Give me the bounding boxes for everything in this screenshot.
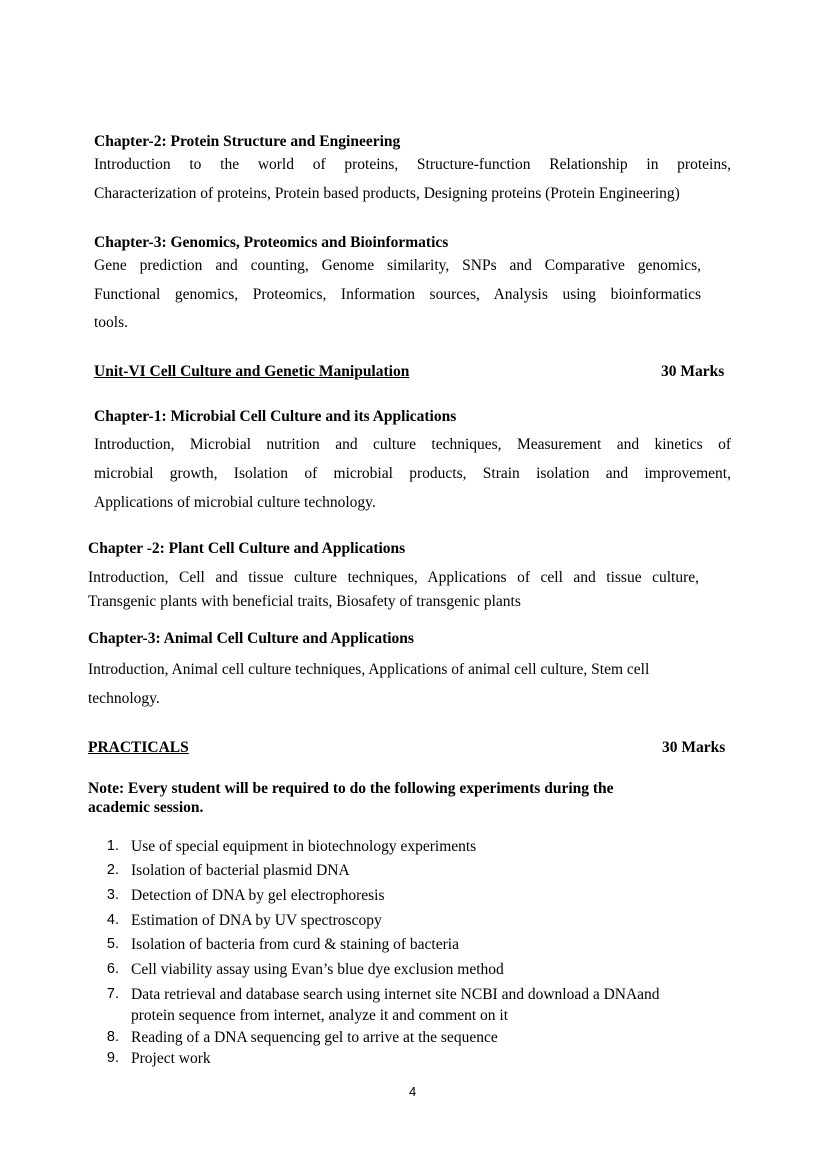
list-item-number: 1.: [106, 838, 119, 854]
practicals-marks: 30 Marks: [662, 739, 726, 756]
unit-6-chapter-2-text-line-1: Introduction, Cell and tissue culture techniques, Applications of cell and tissue culture,: [88, 569, 699, 586]
chapter-2-text-line-1: Introduction to the world of proteins, Structure-function Relationship in proteins,: [94, 156, 731, 173]
page-number: 4: [409, 1084, 417, 1099]
chapter-3-heading: Chapter-3: Genomics, Proteomics and Bioinformatics: [94, 234, 449, 251]
list-item: Estimation of DNA by UV spectroscopy: [131, 912, 382, 929]
chapter-2-text-line-2: Characterization of proteins, Protein based products, Designing proteins (Protein Engineering): [94, 185, 680, 202]
list-item-number: 6.: [106, 961, 119, 977]
list-item-number: 5.: [106, 936, 119, 952]
list-item: Project work: [131, 1050, 211, 1067]
unit-6-chapter-1-text-line-3: Applications of microbial culture technology.: [94, 494, 376, 511]
chapter-3-text-line-2: Functional genomics, Proteomics, Information sources, Analysis using bioinformatics: [94, 286, 701, 303]
list-item-number: 9.: [106, 1050, 119, 1066]
list-item-number: 7.: [106, 986, 119, 1002]
list-item: Cell viability assay using Evan’s blue dye exclusion method: [131, 961, 504, 978]
list-item: Data retrieval and database search using internet site NCBI and download a DNAand: [131, 986, 660, 1003]
chapter-3-text-line-1: Gene prediction and counting, Genome similarity, SNPs and Comparative genomics,: [94, 257, 701, 274]
chapter-3-text-line-3: tools.: [94, 314, 129, 331]
practicals-note-line-2: academic session.: [88, 799, 204, 816]
list-item: Isolation of bacterial plasmid DNA: [131, 862, 350, 879]
unit-6-chapter-1-text-line-1: Introduction, Microbial nutrition and culture techniques, Measurement and kinetics of: [94, 436, 731, 453]
list-item: Use of special equipment in biotechnology experiments: [131, 838, 477, 855]
list-item: Reading of a DNA sequencing gel to arrive at the sequence: [131, 1029, 498, 1046]
unit-6-chapter-2-heading: Chapter -2: Plant Cell Culture and Applications: [88, 540, 406, 557]
list-item: Isolation of bacteria from curd & staining of bacteria: [131, 936, 459, 953]
unit-6-chapter-1-heading: Chapter-1: Microbial Cell Culture and its Applications: [94, 408, 457, 425]
practicals-title: PRACTICALS: [88, 739, 189, 756]
list-item-number: 8.: [106, 1029, 119, 1045]
unit-6-chapter-3-text-line-2: technology.: [88, 690, 160, 707]
practicals-note-line-1: Note: Every student will be required to do the following experiments during the: [88, 780, 614, 797]
unit-6-title: Unit-VI Cell Culture and Genetic Manipulation: [94, 363, 410, 380]
list-item-number: 4.: [106, 912, 119, 928]
unit-6-chapter-2-text-line-2: Transgenic plants with beneficial traits, Biosafety of transgenic plants: [88, 593, 521, 610]
list-item: Detection of DNA by gel electrophoresis: [131, 887, 385, 904]
chapter-2-heading: Chapter-2: Protein Structure and Engineering: [94, 133, 401, 150]
unit-6-chapter-1-text-line-2: microbial growth, Isolation of microbial products, Strain isolation and improvement,: [94, 465, 731, 482]
unit-6-chapter-3-text-line-1: Introduction, Animal cell culture techniques, Applications of animal cell culture, Stem cell: [88, 661, 650, 678]
unit-6-chapter-3-heading: Chapter-3: Animal Cell Culture and Applications: [88, 630, 414, 647]
list-item-continuation: protein sequence from internet, analyze it and comment on it: [131, 1007, 509, 1024]
list-item-number: 2.: [106, 862, 119, 878]
list-item-number: 3.: [106, 887, 119, 903]
unit-6-marks: 30 Marks: [661, 363, 725, 380]
